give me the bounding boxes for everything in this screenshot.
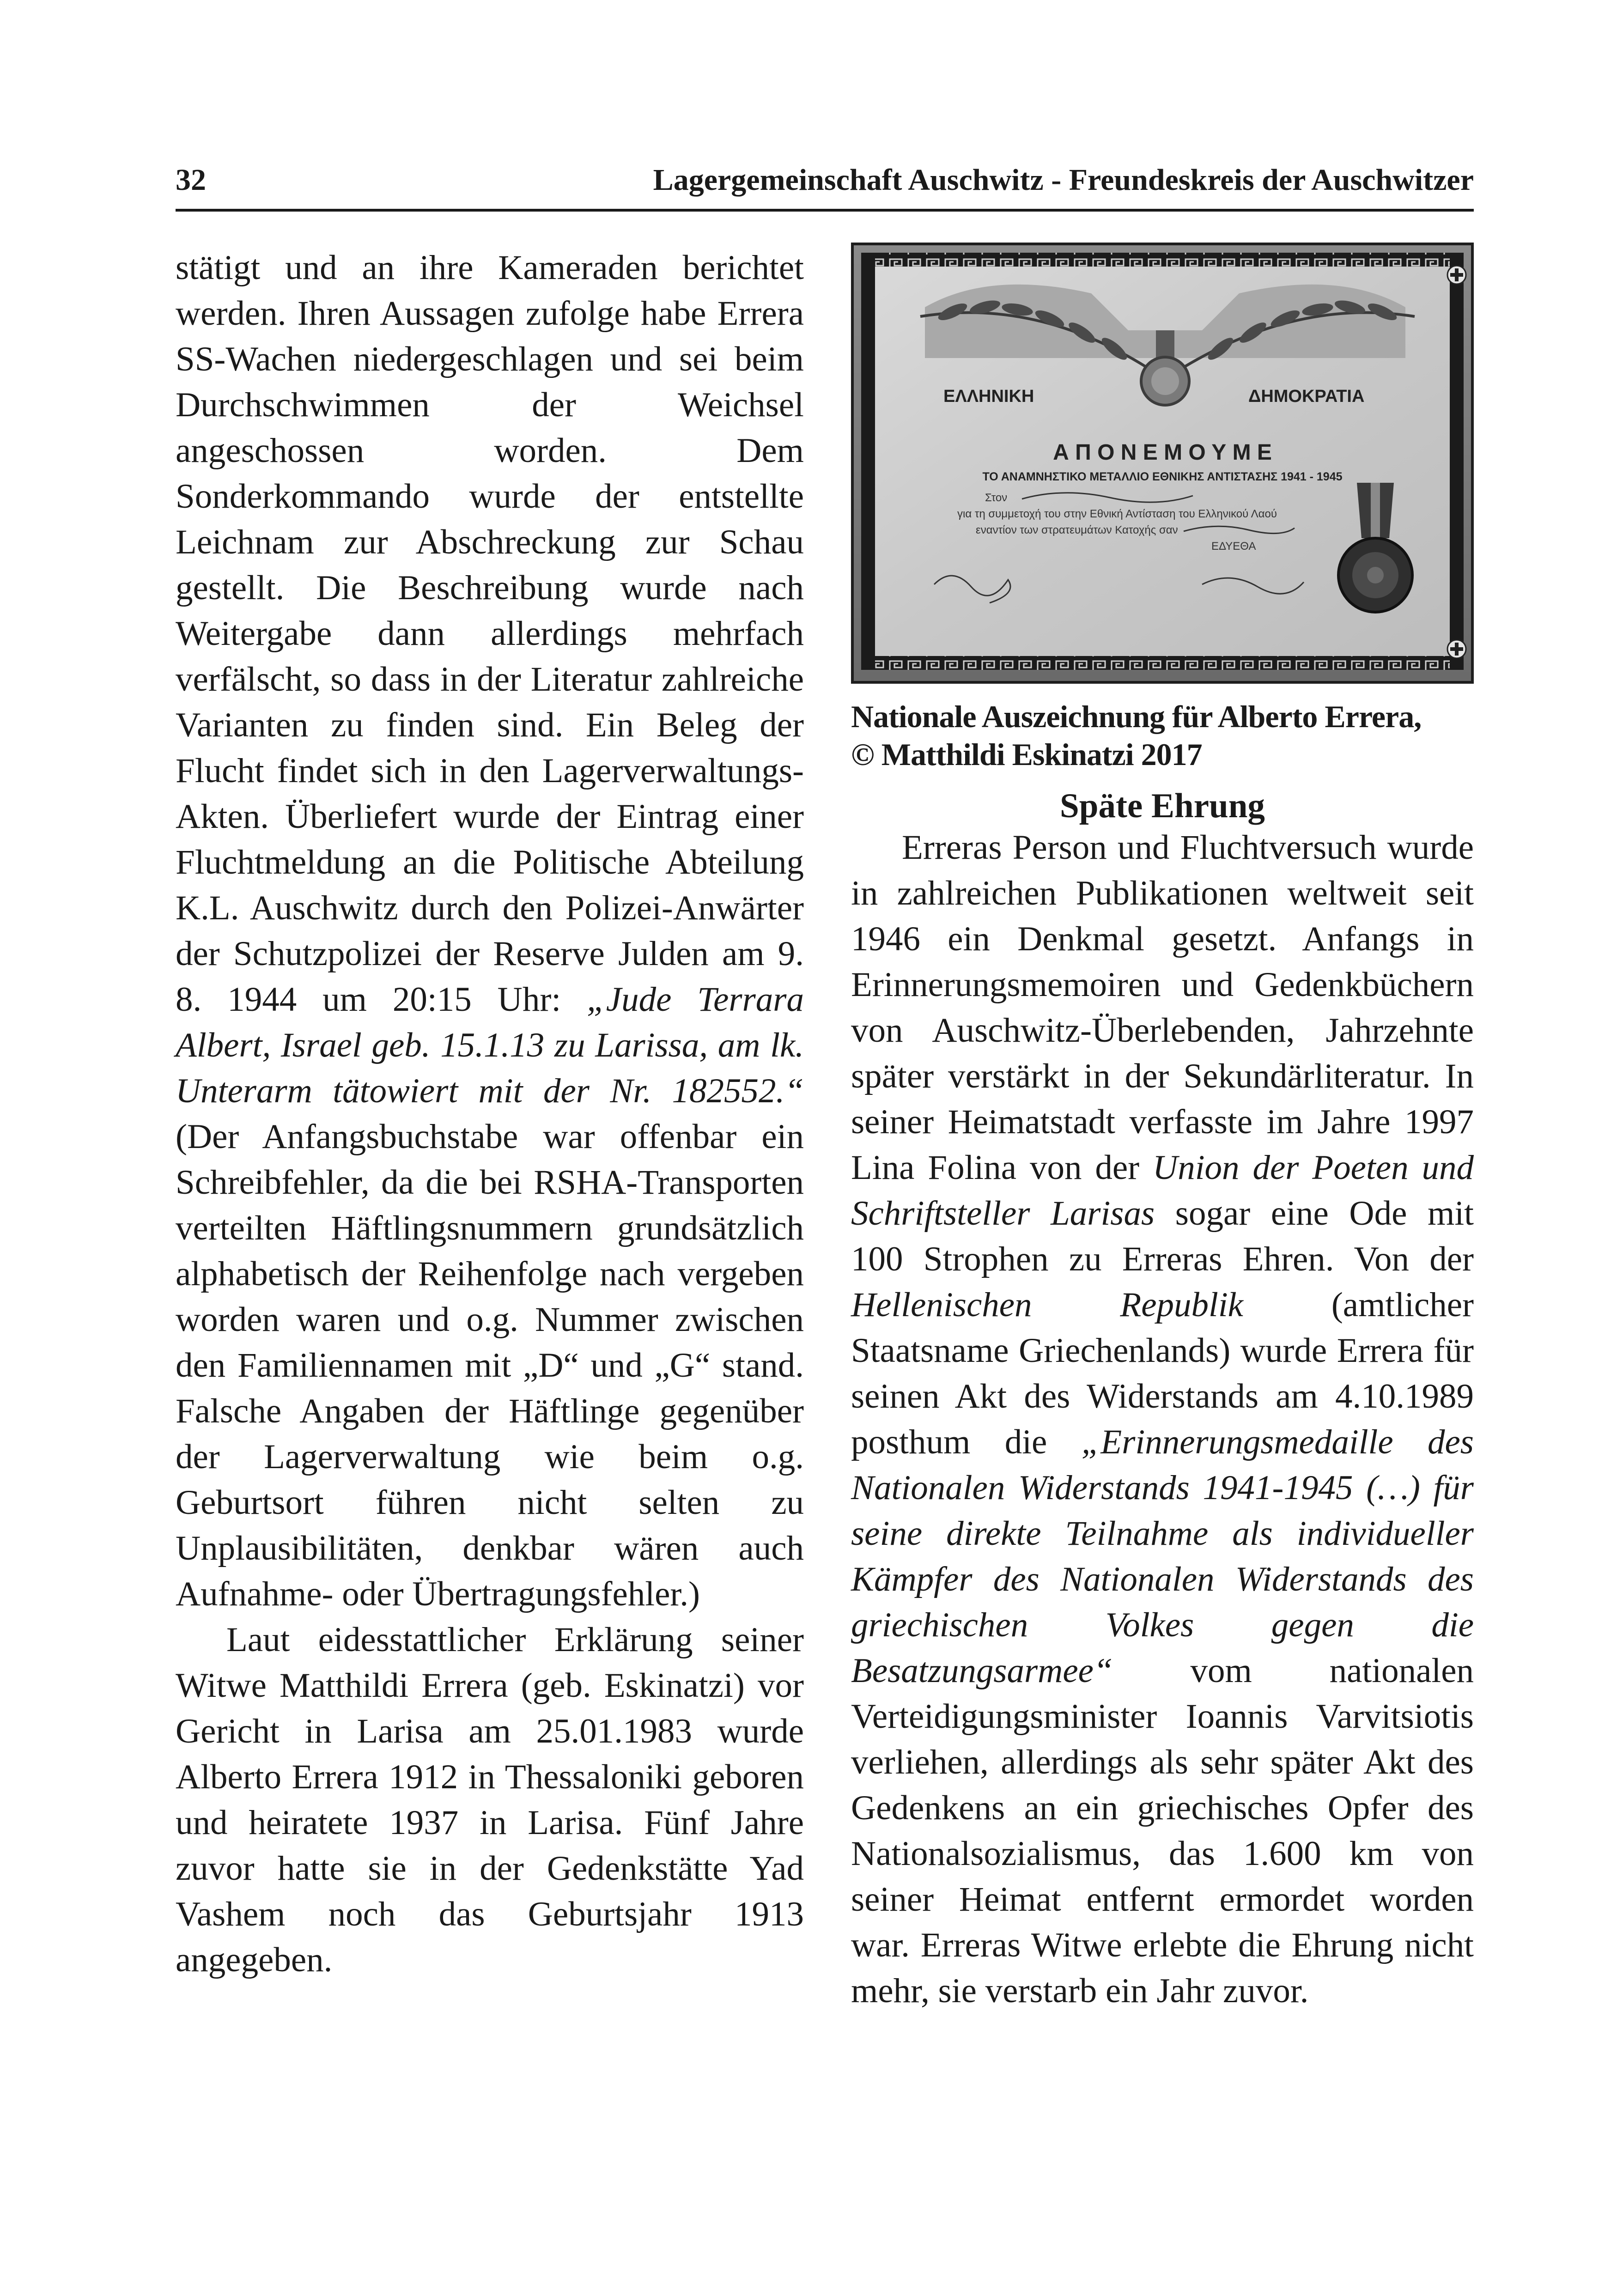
header-rule: [176, 209, 1474, 212]
section-heading: Späte Ehrung: [1060, 787, 1265, 825]
text-run: Erreras Person und Fluchtversuch wurde in zahlreichen Publikationen weltweit seit 1946 ein Denkmal gesetzt. Anfangs in Erinnerungsmemoiren und Gedenkbüchern von Auschwitz-Überlebenden, Jahrzehnte später verstärkt in der Sekundärliteratur. In seiner Heimatstadt verfasste im Jahre 1997 Lina Folina von der: [851, 828, 1474, 1187]
page-number: 32: [176, 163, 206, 197]
text-run: (Der Anfangsbuchstabe war offenbar ein Schreibfehler, da die bei RSHA-Transporten verteilten Häftlingsnummern grundsätzlich alphabetisch der Reihenfolge nach vergeben worden waren und o.g. Nummer zwischen den Familiennamen mit „D“ und „G“ stand. Falsche Angaben der Häftlinge gegenüber der Lagerverwaltung wie beim o.g. Geburtsort führen nicht selten zu Unplausibilitäten, denkbar wären auch Aufnahme- oder Übertragungsfehler.): [176, 1118, 804, 1613]
right-column: [851, 825, 1474, 2014]
italic-quote: „Erinnerungsmedaille des Nationalen Widerstands 1941-1945 (…) für seine direkte Teilnahme als individueller Kämpfer des Nationalen Widerstands des griechischen Volkes gegen die Besatzungsarmee“: [851, 1423, 1474, 1690]
left-column: [176, 245, 804, 1983]
certificate-label-right: ΔΗΜΟΚΡΑΤΙΑ: [1248, 387, 1365, 406]
certificate-photo-icon: [851, 243, 1474, 684]
certificate-title: Α Π Ο Ν Ε Μ Ο Υ Μ Ε: [1053, 440, 1272, 465]
running-title: Lagergemeinschaft Auschwitz - Freundeskreis der Auschwitzer: [653, 163, 1474, 197]
italic-run: Union der Poeten und Schriftsteller Larisas: [851, 1148, 1474, 1233]
caption-line: © Matthildi Eskinatzi 2017: [851, 737, 1202, 772]
italic-run: Hellenischen Republik: [851, 1286, 1243, 1324]
certificate-line: Στον: [985, 492, 1008, 504]
paragraph-late-honor: [851, 825, 1474, 2014]
text-run: stätigt und an ihre Kameraden berichtet werden. Ihren Aussagen zufolge habe Errera SS-Wachen niedergeschlagen und sei beim Durchschwimmen der Weichsel angeschossen worden. Dem Sonderkommando wurde der entstellte Leichnam zur Abschreckung zur Schau gestellt. Die Beschreibung wurde nach Weitergabe dann allerdings mehrfach verfälscht, so dass in der Literatur zahlreiche Varianten zu finden sind. Ein Beleg der Flucht findet sich in den Lagerverwaltungs-Akten. Überliefert wurde der Eintrag einer Fluchtmeldung an die Politische Abteilung K.L. Auschwitz durch den Polizei-Anwärter der Schutzpolizei der Reserve Julden am 9. 8. 1944 um 20:15 Uhr:: [176, 249, 804, 1019]
caption-line: Nationale Auszeichnung für Alberto Errera,: [851, 699, 1422, 734]
certificate-photo: [851, 243, 1474, 684]
certificate-label-left: ΕΛΛΗΝΙΚΗ: [943, 387, 1034, 406]
italic-quote: „Jude Terrara Albert, Israel geb. 15.1.13 zu Larissa, am lk. Unterarm tätowiert mit der Nr. 182552.“: [176, 980, 804, 1110]
paragraph-escape-record: [176, 245, 804, 1617]
text-run: (amtlicher Staatsname Griechenlands) wurde Errera für seinen Akt des Widerstands am 4.10.1989 posthum die: [851, 1286, 1474, 1461]
certificate-subtitle: ΤΟ ΑΝΑΜΝΗΣΤΙΚΟ ΜΕΤΑΛΛΙΟ ΕΘΝΙΚΗΣ ΑΝΤΙΣΤΑΣΗΣ 1941 - 1945: [982, 470, 1343, 483]
page-header: [176, 163, 1474, 213]
figure-caption: [851, 698, 1474, 773]
certificate-line: για τη συμμετοχή του στην Εθνική Αντίσταση του Ελληνικού Λαού: [957, 508, 1277, 520]
text-run: sogar eine Ode mit 100 Strophen zu Erreras Ehren. Von der: [851, 1194, 1474, 1278]
paragraph-affidavit: Laut eidesstattlicher Erklärung seiner Witwe Matthildi Errera (geb. Eskinatzi) vor Gericht in Larisa am 25.01.1983 wurde Alberto Errera 1912 in Thessaloniki geboren und heiratete 1937 in Larisa. Fünf Jahre zuvor hatte sie in der Gedenkstätte Yad Vashem noch das Geburtsjahr 1913 angegeben.: [176, 1621, 804, 1979]
text-run: vom nationalen Verteidigungsminister Ioannis Varvitsiotis verliehen, allerdings als sehr später Akt des Gedenkens an ein griechisches Opfer des Nationalsozialismus, das 1.600 km von seiner Heimat entfernt ermordet worden war. Erreras Witwe erlebte die Ehrung nicht mehr, sie verstarb ein Jahr zuvor.: [851, 1652, 1474, 2010]
certificate-line: εναντίον των στρατευμάτων Κατοχής σαν: [976, 524, 1178, 536]
certificate-line: ΕΔΥΕΘΑ: [1211, 540, 1256, 553]
